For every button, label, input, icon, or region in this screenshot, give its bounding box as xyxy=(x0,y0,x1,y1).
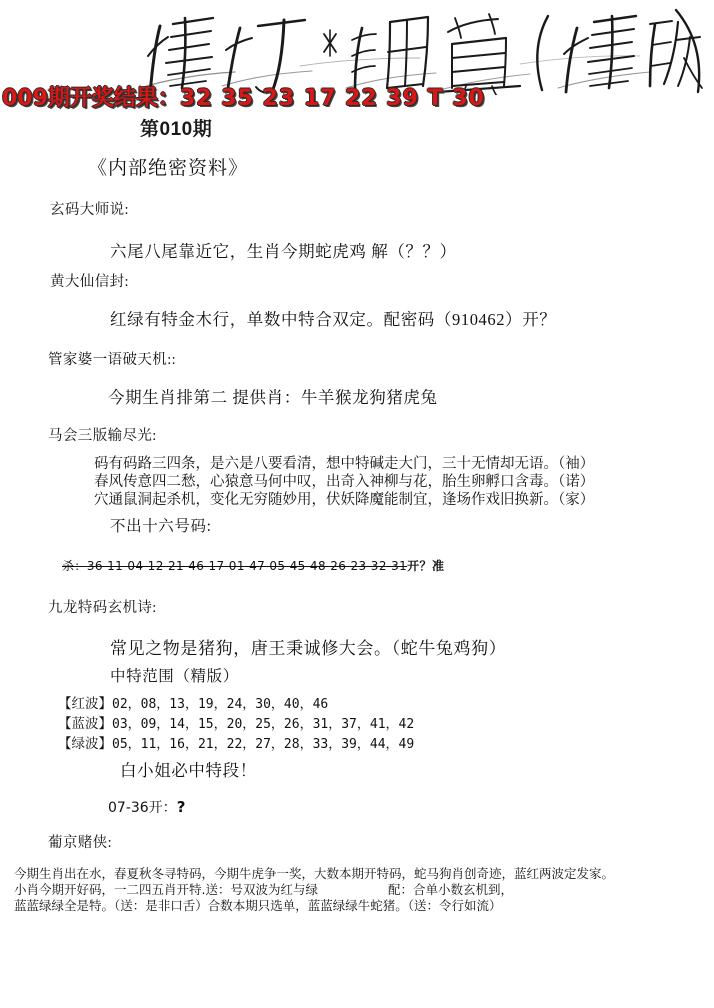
draw-result-line xyxy=(2,86,712,114)
mahui-no-sixteen-label: 不出十六号码: xyxy=(110,518,212,535)
wave-row-red xyxy=(58,692,328,712)
wave-label-green: 【绿波】 xyxy=(58,736,112,751)
section-body-guanjiapo: 今期生肖排第二 提供肖：牛羊猴龙狗猪虎兔 xyxy=(108,388,438,407)
footer-line-2a: 小肖今期开好码，一二四五肖开特.送：号双波为红与绿 xyxy=(14,882,318,897)
section-body-huangdaxian: 红绿有特金木行，单数中特合双定。配密码（910462）开？ xyxy=(110,310,557,329)
baixiaojie-range-label: 07-36开： xyxy=(108,800,177,816)
calligraphy-banner xyxy=(0,0,714,95)
wave-row-blue xyxy=(58,712,414,732)
section-label-jiulong: 九龙特码玄机诗: xyxy=(48,600,157,616)
section-label-xuanma: 玄码大师说: xyxy=(50,202,129,218)
draw-result-prefix: 009期开奖结果： xyxy=(2,86,180,111)
wave-label-red: 【红波】 xyxy=(58,696,112,711)
wave-numbers-blue: 03，09，14，15，20，25，26，31，37，41，42 xyxy=(112,717,415,732)
kill-numbers-prefix: 杀： xyxy=(62,559,87,573)
baixiaojie-headline: 白小姐必中特段！ xyxy=(120,761,257,780)
issue-number: 第010期 xyxy=(140,119,213,140)
section-body-xuanma: 六尾八尾靠近它，生肖今期蛇虎鸡 解（？？） xyxy=(110,242,457,261)
kill-numbers-row xyxy=(62,557,444,574)
section-label-pujing: 葡京赌侠: xyxy=(48,835,113,851)
kill-numbers-values: 36 11 04 12 21 46 17 01 47 05 45 48 26 23 32 31 xyxy=(86,559,408,573)
section-label-mahui: 马会三版输尽光: xyxy=(48,428,157,444)
draw-result-numbers: 32 35 23 17 22 39 T 30 xyxy=(179,86,485,111)
footer-block xyxy=(14,866,709,914)
footer-line-2 xyxy=(14,882,709,898)
section-body-jiulong: 常见之物是猪狗，唐王秉诚修大会。（蛇牛兔鸡狗） xyxy=(110,639,507,658)
mahui-poem-line-3: 穴通鼠洞起杀机，变化无穷随妙用，伏妖降魔能制宜，逢场作戏旧换新。（家） xyxy=(94,492,595,508)
section-label-huangdaxian: 黄大仙信封: xyxy=(50,274,129,290)
section-label-guanjiapo: 管家婆一语破天机:: xyxy=(48,352,177,368)
footer-line-2b: 配：合单小数玄机到， xyxy=(387,882,513,897)
document-title: 《内部绝密资料》 xyxy=(88,158,249,179)
mahui-poem-line-1: 码有码路三四条，是六是八要看清，想中特碱走大门，三十无情却无语。（袖） xyxy=(94,456,595,472)
kill-numbers-suffix: 开？准 xyxy=(407,559,445,573)
footer-line-1: 今期生肖出在水，春夏秋冬寻特码，今期牛虎争一奖，大数本期开特码，蛇马狗肖创奇迹，蓝红两波定发家。 xyxy=(14,866,615,881)
wave-numbers-red: 02，08，13，19，24，30，40，46 xyxy=(112,697,329,712)
wave-label-blue: 【蓝波】 xyxy=(58,716,112,731)
footer-line-3: 蓝蓝绿绿全是特。（送：是非口舌）合数本期只选单，蓝蓝绿绿牛蛇猪。（送：令行如流） xyxy=(14,898,502,913)
mahui-poem-line-2: 春风传意四二愁，心猿意马何中叹，出奇入神柳与花，胎生卵孵口含毒。（诺） xyxy=(94,474,595,490)
zhongte-range-label: 中特范围（精版） xyxy=(110,668,239,685)
wave-row-green xyxy=(58,732,414,752)
calligraphy-svg xyxy=(0,0,714,95)
baixiaojie-range-row xyxy=(108,797,185,817)
baixiaojie-range-value: ? xyxy=(176,798,186,816)
wave-numbers-green: 05，11，16，21，22，27，28，33，39，44，49 xyxy=(112,737,415,752)
